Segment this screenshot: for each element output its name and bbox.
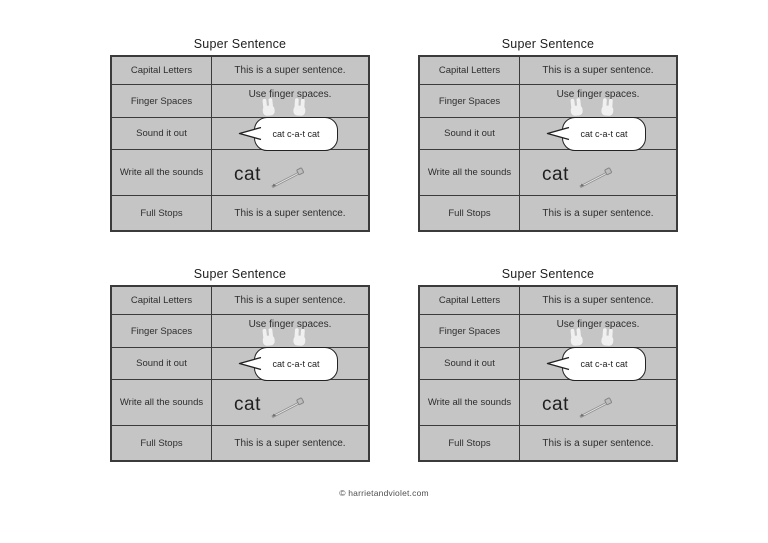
row-label-finger-spaces: Finger Spaces — [112, 85, 211, 117]
pencil-icon — [268, 166, 306, 193]
row-label-capital-letters: Capital Letters — [112, 57, 211, 84]
speech-bubble: cat c-a-t cat — [562, 347, 646, 381]
row-content-capital-letters: This is a super sentence. — [212, 57, 368, 84]
row-content-write-sounds — [520, 380, 676, 425]
speech-bubble-tail-icon — [546, 356, 570, 374]
row-label-capital-letters: Capital Letters — [420, 287, 519, 314]
card-title: Super Sentence — [193, 267, 287, 281]
row-label-finger-spaces: Finger Spaces — [420, 315, 519, 347]
row-label-write-sounds: Write all the sounds — [420, 150, 519, 195]
row-content-full-stops: This is a super sentence. — [520, 196, 676, 230]
row-content-finger-spaces — [520, 85, 676, 117]
row-label-capital-letters: Capital Letters — [112, 287, 211, 314]
row-content-write-sounds — [520, 150, 676, 195]
footer-credit: © harrietandviolet.com — [339, 488, 429, 498]
row-label-full-stops: Full Stops — [420, 426, 519, 460]
row-content-capital-letters: This is a super sentence. — [520, 287, 676, 314]
row-content-full-stops: This is a super sentence. — [520, 426, 676, 460]
speech-bubble: cat c-a-t cat — [562, 117, 646, 151]
row-content-write-sounds — [212, 150, 368, 195]
super-sentence-table — [110, 55, 370, 232]
row-label-finger-spaces: Finger Spaces — [112, 315, 211, 347]
row-content-full-stops: This is a super sentence. — [212, 196, 368, 230]
super-sentence-table — [418, 285, 678, 462]
row-content-sound-it-out — [212, 348, 368, 379]
finger-spaces-sentence: Use finger spaces. — [248, 89, 332, 100]
practice-word: cat — [542, 164, 569, 185]
row-label-full-stops: Full Stops — [112, 196, 211, 230]
row-content-sound-it-out — [520, 118, 676, 149]
super-sentence-card — [418, 36, 678, 232]
row-content-write-sounds — [212, 380, 368, 425]
super-sentence-card — [110, 266, 370, 462]
super-sentence-table — [418, 55, 678, 232]
card-slot-bottom-left — [110, 266, 370, 462]
super-sentence-card — [110, 36, 370, 232]
row-label-finger-spaces: Finger Spaces — [420, 85, 519, 117]
row-label-full-stops: Full Stops — [112, 426, 211, 460]
speech-bubble: cat c-a-t cat — [254, 347, 338, 381]
row-content-capital-letters: This is a super sentence. — [212, 287, 368, 314]
card-slot-top-right — [418, 36, 678, 232]
row-label-sound-it-out: Sound it out — [112, 348, 211, 379]
row-content-finger-spaces — [212, 315, 368, 347]
pencil-icon — [268, 396, 306, 423]
row-label-write-sounds: Write all the sounds — [420, 380, 519, 425]
speech-bubble-tail-icon — [546, 126, 570, 144]
finger-spaces-sentence: Use finger spaces. — [248, 319, 332, 330]
card-slot-bottom-right — [418, 266, 678, 462]
super-sentence-card — [418, 266, 678, 462]
row-label-full-stops: Full Stops — [420, 196, 519, 230]
row-label-sound-it-out: Sound it out — [420, 348, 519, 379]
card-title: Super Sentence — [193, 37, 287, 51]
pencil-icon — [576, 396, 614, 423]
practice-word: cat — [542, 394, 569, 415]
finger-spaces-sentence: Use finger spaces. — [556, 319, 640, 330]
row-content-finger-spaces — [212, 85, 368, 117]
pencil-icon — [576, 166, 614, 193]
card-title: Super Sentence — [501, 37, 595, 51]
speech-bubble-tail-icon — [238, 126, 262, 144]
row-label-sound-it-out: Sound it out — [420, 118, 519, 149]
row-label-write-sounds: Write all the sounds — [112, 150, 211, 195]
card-title: Super Sentence — [501, 267, 595, 281]
practice-word: cat — [234, 394, 261, 415]
row-label-write-sounds: Write all the sounds — [112, 380, 211, 425]
finger-spaces-sentence: Use finger spaces. — [556, 89, 640, 100]
row-label-capital-letters: Capital Letters — [420, 57, 519, 84]
row-content-finger-spaces — [520, 315, 676, 347]
row-label-sound-it-out: Sound it out — [112, 118, 211, 149]
row-content-full-stops: This is a super sentence. — [212, 426, 368, 460]
speech-bubble: cat c-a-t cat — [254, 117, 338, 151]
speech-bubble-tail-icon — [238, 356, 262, 374]
practice-word: cat — [234, 164, 261, 185]
row-content-sound-it-out — [212, 118, 368, 149]
super-sentence-table — [110, 285, 370, 462]
row-content-sound-it-out — [520, 348, 676, 379]
card-slot-top-left — [110, 36, 370, 232]
row-content-capital-letters: This is a super sentence. — [520, 57, 676, 84]
